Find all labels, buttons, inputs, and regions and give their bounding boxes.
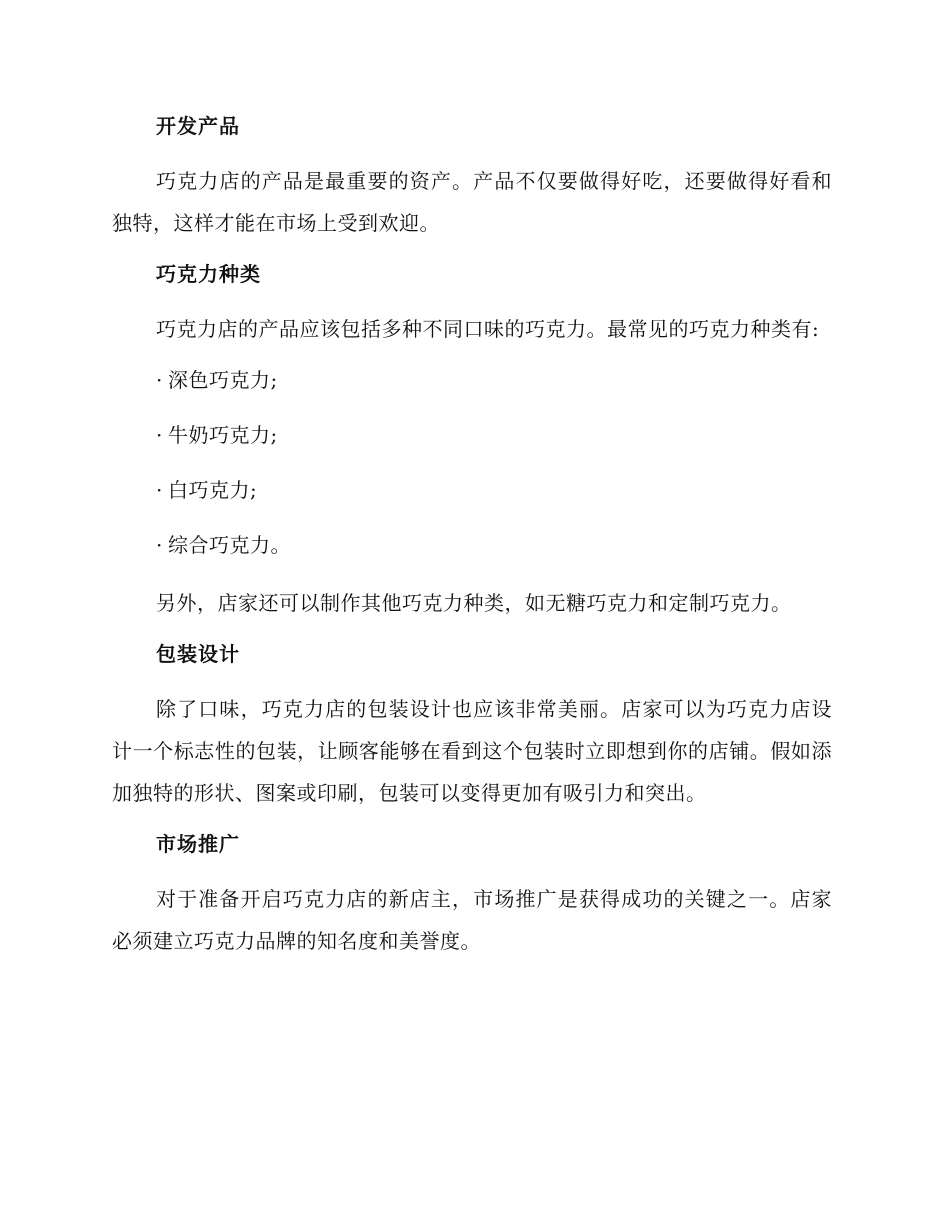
- document-page: [112, 108, 832, 974]
- paragraph-other-types: 另外，店家还可以制作其他巧克力种类，如无糖巧克力和定制巧克力。: [156, 591, 792, 615]
- bullet-marker: ·: [156, 533, 163, 557]
- list-item-milk-chocolate: [112, 417, 832, 453]
- bullet-marker: ·: [156, 368, 163, 392]
- paragraph-marketing: 对于准备开启巧克力店的新店主，市场推广是获得成功的关键之一。店家必须建立巧克力品牌的知名度和美誉度。: [112, 887, 832, 953]
- section-heading-marketing: 市场推广: [156, 832, 240, 856]
- section-heading-develop-product: 开发产品: [156, 114, 240, 138]
- paragraph-develop-product: 巧克力店的产品是最重要的资产。产品不仅要做得好吃，还要做得好看和独特，这样才能在市场上受到欢迎。: [112, 169, 832, 235]
- section-heading-chocolate-types: 巧克力种类: [156, 262, 261, 286]
- list-item-text: 牛奶巧克力;: [168, 423, 278, 447]
- list-item-dark-chocolate: [112, 362, 832, 398]
- list-item-assorted-chocolate: [112, 527, 832, 563]
- list-item-text: 综合巧克力。: [168, 533, 291, 557]
- paragraph-packaging-design: 除了口味，巧克力店的包装设计也应该非常美丽。店家可以为巧克力店设计一个标志性的包装，让顾客能够在看到这个包装时立即想到你的店铺。假如添加独特的形状、图案或印刷，包装可以变得更加有吸引力和突出。: [112, 697, 832, 805]
- list-item-white-chocolate: [112, 472, 832, 508]
- paragraph-chocolate-types: 巧克力店的产品应该包括多种不同口味的巧克力。最常见的巧克力种类有:: [156, 317, 820, 341]
- section-heading-packaging-design: 包装设计: [156, 642, 240, 666]
- bullet-marker: ·: [156, 478, 163, 502]
- list-item-text: 深色巧克力;: [168, 368, 278, 392]
- bullet-marker: ·: [156, 423, 163, 447]
- list-item-text: 白巧克力;: [168, 478, 258, 502]
